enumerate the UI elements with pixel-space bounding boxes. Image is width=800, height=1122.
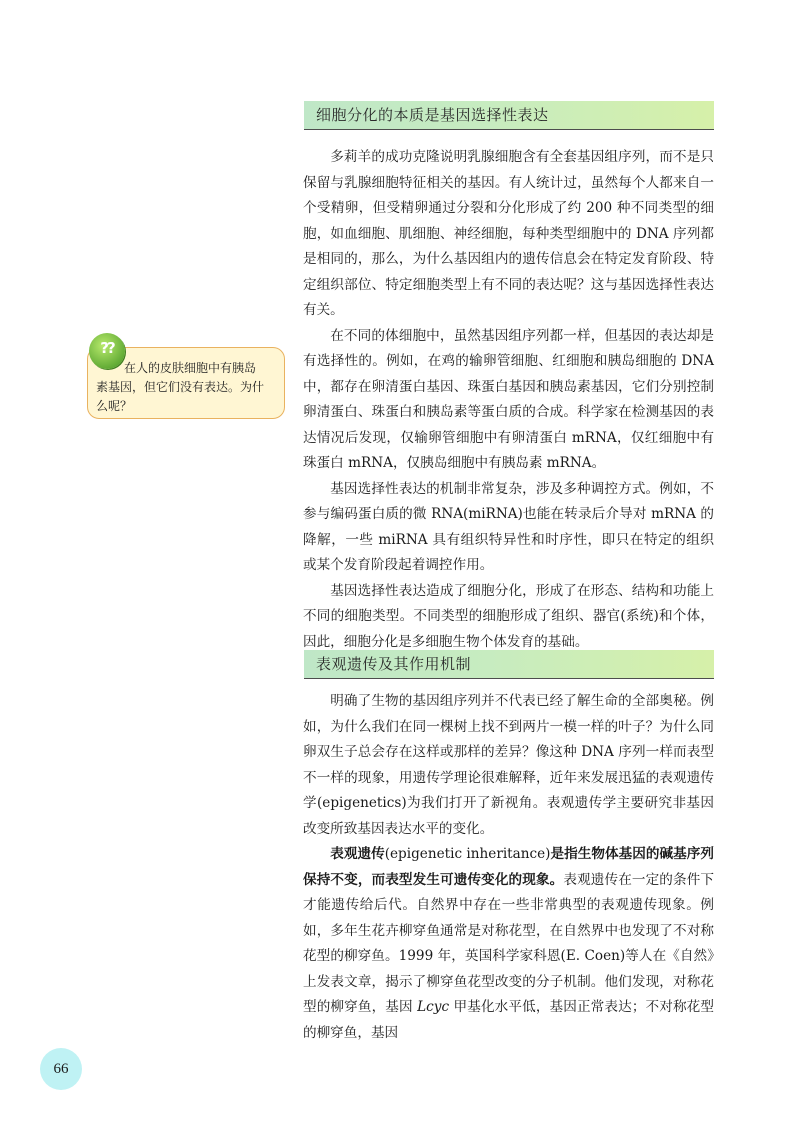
term-english: (epigenetic inheritance) [384, 846, 551, 862]
paragraph: 明确了生物的基因组序列并不代表已经了解生命的全部奥秘。例如，为什么我们在同一棵树上找不到两片一模一样的叶子？为什么同卵双生子总会存在这样或那样的差异？像这种 DNA 序列一样而表型不一样的现象，用遗传学理论很难解释，近年来发展迅猛的表观遗传学(epigenetics)为我们打开了新视角。表观遗传学主要研究非基因改变所致基因表达水平的变化。 [303, 693, 714, 837]
paragraph-text: 表观遗传在一定的条件下才能遗传给后代。自然界中存在一些非常典型的表观遗传现象。例如，多年生花卉柳穿鱼通常是对称花型，在自然界中也发现了不对称花型的柳穿鱼。1999 年，英国科学家科恩(E. Coen)等人在《自然》上发表文章，揭示了柳穿鱼花型改变的分子机制。他们发现，对称花型的柳穿鱼，基因 [303, 871, 715, 1015]
section-body [303, 689, 714, 1046]
term-bold: 表观遗传 [330, 846, 385, 862]
paragraph: 在不同的体细胞中，虽然基因组序列都一样，但基因的表达却是有选择性的。例如，在鸡的输卵管细胞、红细胞和胰岛细胞的 DNA 中，都存在卵清蛋白基因、珠蛋白基因和胰岛素基因，它们分别控制卵清蛋白、珠蛋白和胰岛素等蛋白质的合成。科学家在检测基因的表达情况后发现，仅输卵管细胞中有卵清蛋白 mRNA，仅红细胞中有珠蛋白 mRNA，仅胰岛细胞中有胰岛素 mRNA。 [303, 327, 714, 471]
gene-name: Lcyc [417, 999, 450, 1015]
margin-question-text [96, 359, 276, 416]
question-line: 在人的皮肤细胞中有胰岛 [124, 361, 257, 375]
section-heading-bar [304, 101, 714, 130]
paragraph: 多莉羊的成功克隆说明乳腺细胞含有全套基因组序列，而不是只保留与乳腺细胞特征相关的基因。有人统计过，虽然每个人都来自一个受精卵，但受精卵通过分裂和分化形成了约 200 种不同类型的细胞，如血细胞、肌细胞、神经细胞，每种类型细胞中的 DNA 序列都是相同的，那么，为什么基因组内的遗传信息会在特定发育阶段、特定组织部位、特定细胞类型上有不同的表达呢？这与基因选择性表达有关。 [303, 149, 714, 318]
section-title: 表观遗传及其作用机制 [316, 655, 472, 673]
section-heading-bar [304, 650, 714, 679]
question-icon: ?? [89, 333, 125, 369]
question-line: 素基因，但它们没有表达。为什 [96, 380, 265, 394]
paragraph-text: 甲基化水平低，基因正常表达；不对称花型的柳穿鱼，基因 [303, 999, 714, 1041]
page-number: 66 [40, 1048, 82, 1090]
paragraph: 基因选择性表达造成了细胞分化，形成了在形态、结构和功能上不同的细胞类型。不同类型的细胞形成了组织、器官(系统)和个体，因此，细胞分化是多细胞生物个体发育的基础。 [303, 582, 714, 650]
paragraph [303, 842, 714, 1046]
definition-bold: 是指生物体基因的碱基序列保持不变，而表型发生可遗传变化的现象。 [303, 846, 715, 888]
section-body [303, 145, 714, 655]
question-line: 么呢？ [96, 399, 133, 413]
paragraph: 基因选择性表达的机制非常复杂，涉及多种调控方式。例如，不参与编码蛋白质的微 RNA(miRNA)也能在转录后介导对 mRNA 的降解，一些 miRNA 具有组织特异性和时序性，即只在特定的组织或某个发育阶段起着调控作用。 [303, 480, 714, 573]
section-title: 细胞分化的本质是基因选择性表达 [316, 106, 549, 124]
